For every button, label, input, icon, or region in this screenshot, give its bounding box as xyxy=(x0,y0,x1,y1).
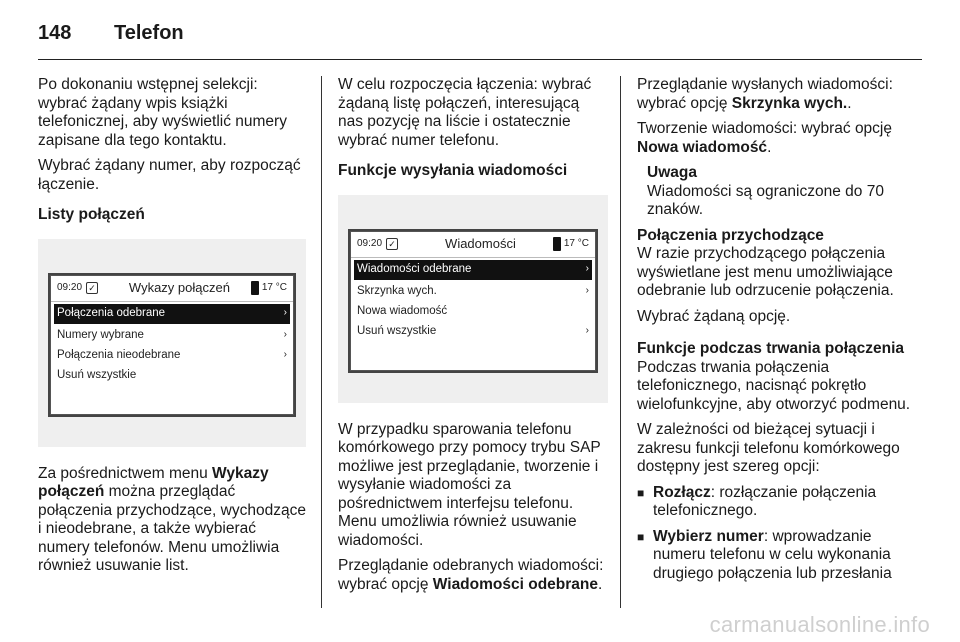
check-icon: ✓ xyxy=(86,282,98,294)
chevron-right-icon: › xyxy=(283,329,287,341)
screen-temperature: 17 °C xyxy=(261,281,287,293)
menu-item-received-calls: Połączenia odebrane › xyxy=(54,304,290,324)
menu-item-received-messages: Wiadomości odebrane › xyxy=(354,260,592,280)
chevron-right-icon: › xyxy=(585,285,589,297)
check-icon: ✓ xyxy=(386,238,398,250)
section-heading-incoming-calls: Połączenia przychodzące xyxy=(637,226,824,244)
note-text: Wiadomości są ograniczone do 70 znaków. xyxy=(647,182,884,218)
paragraph: W zależności od bieżącej sytuacji i zakresu funkcji telefonu komórkowego dostępny jest szereg opcji: xyxy=(637,421,900,475)
paragraph: Po dokonaniu wstępnej selekcji: wybrać żądany wpis książki telefonicznej, aby wyświetlić numery zapisane dla tego kontaktu. xyxy=(38,76,287,149)
column-divider xyxy=(321,76,322,608)
paragraph: Podczas trwania połączenia telefonicznego, nacisnąć pokrętło wielofunkcyjne, aby otworzyć podmenu. xyxy=(637,358,911,413)
screen-status-bar xyxy=(351,232,595,258)
screen-title: Wykazy połączeń xyxy=(128,279,230,295)
paragraph: Wybrać żądany numer, aby rozpocząć łączenie. xyxy=(38,157,301,193)
header-divider xyxy=(38,59,922,60)
chevron-right-icon: › xyxy=(283,307,287,319)
phone-icon xyxy=(553,237,561,251)
menu-item-delete-all: Usuń wszystkie › xyxy=(351,322,595,342)
chevron-right-icon: › xyxy=(585,325,589,337)
paragraph: Za pośrednictwem menu Wykazy połączeń można przeglądać połączenia przychodzące, wychodzące i nieodebrane, a także wybierać numery telefonów. Menu umożliwia również usuwanie list. xyxy=(38,464,306,574)
phone-icon xyxy=(251,281,259,295)
section-heading-messaging: Funkcje wysyłania wiadomości xyxy=(338,162,568,179)
section-heading-during-call: Funkcje podczas trwania połączenia xyxy=(637,340,905,357)
screen-illustration-messages xyxy=(338,195,608,403)
display-screen xyxy=(350,231,596,371)
chevron-right-icon: › xyxy=(585,263,589,275)
menu-item-new-message: Nowa wiadomość xyxy=(357,305,448,318)
page-header xyxy=(38,18,184,48)
section-heading-call-lists: Listy połączeń xyxy=(38,206,145,223)
note-title: Uwaga xyxy=(647,164,697,181)
column-3 xyxy=(637,76,912,590)
display-screen xyxy=(50,275,294,415)
paragraph: Przeglądanie wysłanych wiadomości: wybrać opcję Skrzynka wych.. xyxy=(637,76,893,112)
screen-illustration-call-lists xyxy=(38,239,306,447)
paragraph: W razie przychodzącego połączenia wyświetlane jest menu umożliwiające odebranie lub odrzucenie połączenia. xyxy=(637,245,894,299)
watermark: carmanualsonline.info xyxy=(709,612,930,637)
screen-time: 09:20 xyxy=(357,237,383,249)
list-item: ■ Rozłącz: rozłączanie połączenia telefonicznego. xyxy=(637,484,912,521)
column-divider xyxy=(620,76,621,608)
paragraph: Tworzenie wiadomości: wybrać opcję Nowa wiadomość. xyxy=(637,120,892,156)
menu-item-delete-all: Usuń wszystkie xyxy=(57,369,137,382)
chevron-right-icon: › xyxy=(283,349,287,361)
paragraph: W przypadku sparowania telefonu komórkowego przy pomocy trybu SAP możliwe jest przeglądanie, tworzenie i wysyłanie wiadomości za pośrednictwem interfejsu telefonu. Menu umożliwia również usuwanie wiadomości. xyxy=(338,420,601,549)
column-2 xyxy=(338,76,608,601)
menu-item-dialed-numbers: Numery wybrane › xyxy=(51,326,293,346)
page-number: 148 xyxy=(38,21,72,44)
menu-item-missed-calls: Połączenia nieodebrane › xyxy=(51,346,293,366)
options-list xyxy=(637,484,912,584)
column-1 xyxy=(38,76,306,583)
screen-title: Wiadomości xyxy=(445,235,516,251)
note-box xyxy=(647,164,912,220)
screen-time: 09:20 xyxy=(57,281,83,293)
menu-item-outbox: Skrzynka wych. › xyxy=(351,282,595,302)
paragraph: Przeglądanie odebranych wiadomości: wybrać opcję Wiadomości odebrane. xyxy=(338,557,604,593)
page-title: Telefon xyxy=(114,21,184,44)
paragraph: W celu rozpoczęcia łączenia: wybrać żądaną listę połączeń, interesującą nas pozycję na liście i ostatecznie wybrać numer telefonu. xyxy=(338,76,592,149)
list-item: ■ Wybierz numer: wprowadzanie numeru telefonu w celu wykonania drugiego połączenia lub przesłania xyxy=(637,528,912,584)
screen-temperature: 17 °C xyxy=(563,237,589,249)
screen-status-bar xyxy=(51,276,293,302)
paragraph: Wybrać żądaną opcję. xyxy=(637,307,791,325)
